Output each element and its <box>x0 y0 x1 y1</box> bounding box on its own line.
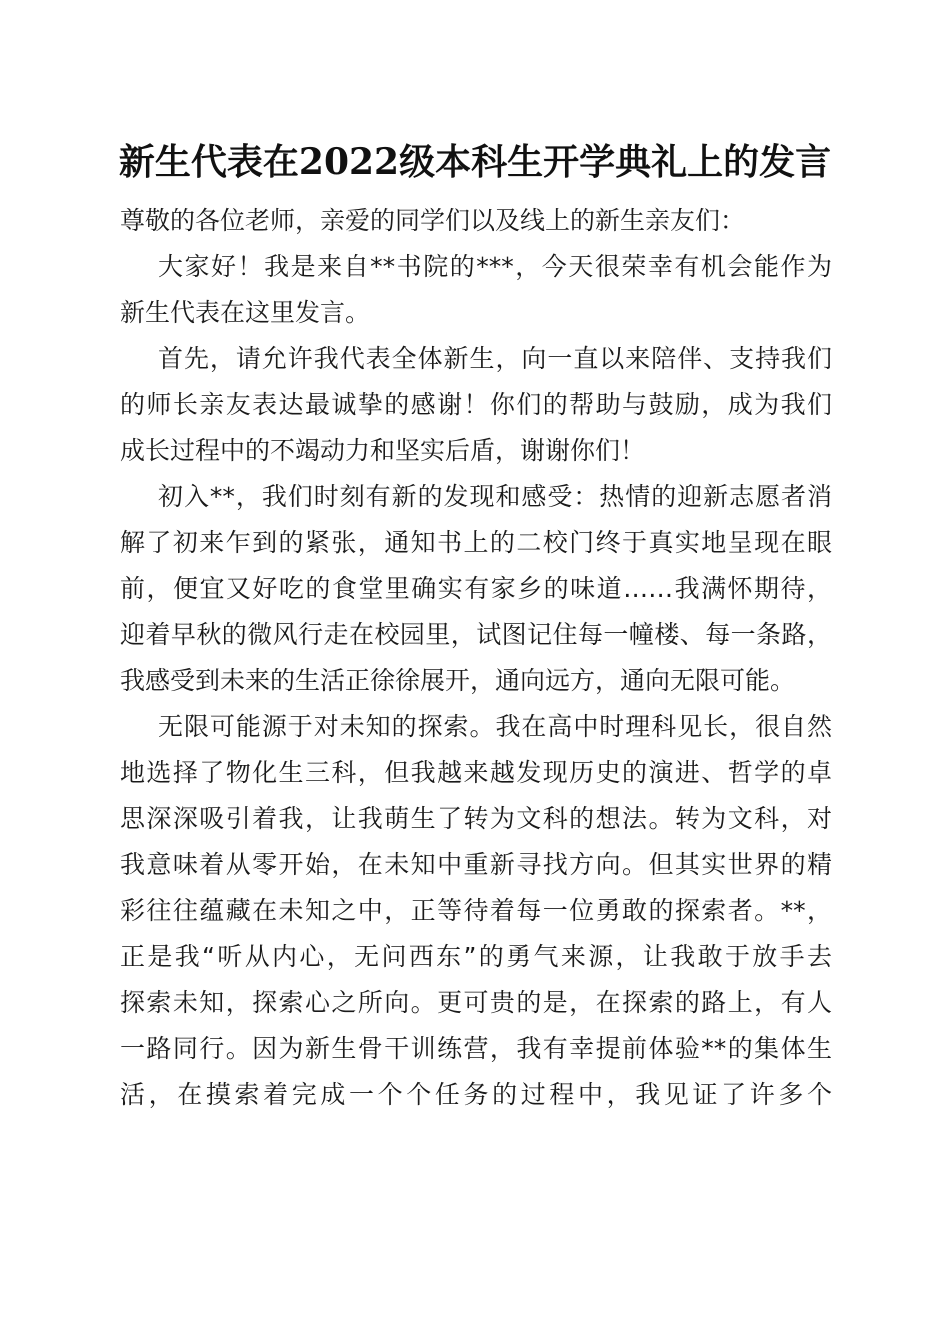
paragraph-line: 迎着早秋的微风行走在校园里，试图记住每一幢楼、每一条路， <box>120 620 832 649</box>
paragraph-line: 无限可能源于对未知的探索。我在高中时理科见长，很自然 <box>158 712 832 741</box>
paragraph-line: 我感受到未来的生活正徐徐展开，通向远方，通向无限可能。 <box>120 666 796 695</box>
paragraph-line: 初入**，我们时刻有新的发现和感受：热情的迎新志愿者消 <box>158 482 832 511</box>
paragraph-line: 探索未知，探索心之所向。更可贵的是，在探索的路上，有人 <box>120 988 832 1017</box>
paragraph-line: 前，便宜又好吃的食堂里确实有家乡的味道……我满怀期待， <box>120 574 832 603</box>
paragraph-line: 的师长亲友表达最诚挚的感谢！你们的帮助与鼓励，成为我们 <box>120 390 832 419</box>
paragraph-line: 活，在摸索着完成一个个任务的过程中，我见证了许多个 <box>120 1080 832 1109</box>
salutation-line: 尊敬的各位老师，亲爱的同学们以及线上的新生亲友们： <box>120 206 746 235</box>
paragraph-line: 地选择了物化生三科，但我越来越发现历史的演进、哲学的卓 <box>120 758 832 787</box>
paragraph-line: 首先，请允许我代表全体新生，向一直以来陪伴、支持我们 <box>158 344 832 373</box>
paragraph-line: 正是我“听从内心，无问西东”的勇气来源，让我敢于放手去 <box>120 942 832 971</box>
paragraph-line: 思深深吸引着我，让我萌生了转为文科的想法。转为文科，对 <box>120 804 832 833</box>
paragraph-line: 彩往往蕴藏在未知之中，正等待着每一位勇敢的探索者。**， <box>120 896 832 925</box>
page-title: 新生代表在2022级本科生开学典礼上的发言 <box>118 141 832 183</box>
paragraph-line: 大家好！我是来自**书院的***，今天很荣幸有机会能作为 <box>158 252 832 281</box>
paragraph-line: 一路同行。因为新生骨干训练营，我有幸提前体验**的集体生 <box>120 1034 832 1063</box>
speech-body <box>120 198 832 1118</box>
paragraph-line: 我意味着从零开始，在未知中重新寻找方向。但其实世界的精 <box>120 850 832 879</box>
paragraph-line: 新生代表在这里发言。 <box>120 298 371 327</box>
paragraph-line: 解了初来乍到的紧张，通知书上的二校门终于真实地呈现在眼 <box>120 528 832 557</box>
paragraph-line: 成长过程中的不竭动力和坚实后盾，谢谢你们！ <box>120 436 646 465</box>
